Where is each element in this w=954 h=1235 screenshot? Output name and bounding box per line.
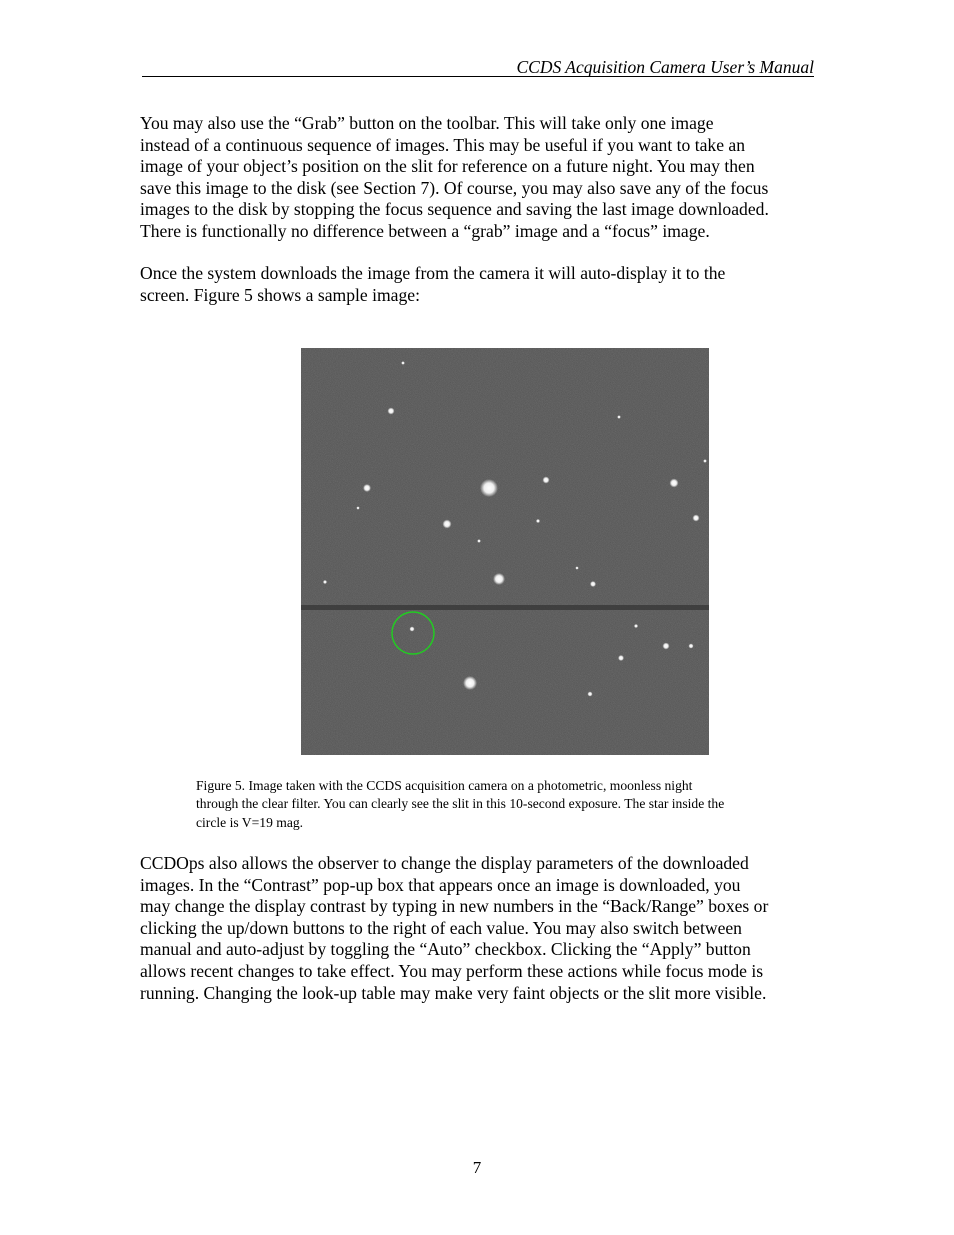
star xyxy=(443,520,452,529)
star xyxy=(703,459,707,463)
sky-noise xyxy=(301,348,709,755)
star xyxy=(543,477,550,484)
star xyxy=(356,506,359,509)
star xyxy=(693,515,700,522)
star xyxy=(618,655,624,661)
star xyxy=(401,361,405,365)
star xyxy=(323,580,327,584)
figure-caption: Figure 5. Image taken with the CCDS acquisition camera on a photometric, moonless night through the clear filter. You can clearly see the slit in this 10-second exposure. The star inside the circle is V=19 mag. xyxy=(196,778,725,830)
star xyxy=(617,415,621,419)
star xyxy=(388,408,395,415)
star xyxy=(480,479,498,497)
star xyxy=(588,692,593,697)
star xyxy=(493,573,505,585)
star xyxy=(634,624,638,628)
page-number: 7 xyxy=(472,1158,482,1177)
star xyxy=(477,539,481,543)
star xyxy=(590,581,596,587)
star xyxy=(410,627,415,632)
running-header: CCDS Acquisition Camera User’s Manual xyxy=(516,57,814,77)
star xyxy=(536,519,540,523)
star xyxy=(689,644,694,649)
star xyxy=(670,479,679,488)
paragraph-grab-button: You may also use the “Grab” button on the toolbar. This will take only one image instead of a continuous sequence of images. This may be useful if you want to take an image of your object’s position on the slit for reference on a future night. You may then save this image to the disk (see Section 7). Of course, you may also save any of the focus images to the disk by stopping the focus sequence and saving the last image downloaded. There is functionally no difference between a “grab” image and a “focus” image. xyxy=(140,113,769,241)
header-rule xyxy=(142,76,814,77)
slit xyxy=(301,605,709,610)
paragraph-contrast-settings: CCDOps also allows the observer to change the display parameters of the downloaded images. In the “Contrast” pop-up box that appears once an image is downloaded, you may change the display contrast by typing in new numbers in the “Back/Range” boxes or clicking the up/down buttons to the right of each value. You may also switch between manual and auto-adjust by toggling the “Auto” checkbox. Clicking the “Apply” button allows recent changes to take effect. You may perform these actions while focus mode is running. Changing the look-up table may make very faint objects or the slit more visible. xyxy=(140,853,769,1003)
paragraph-auto-display: Once the system downloads the image from the camera it will auto-display it to the screen. Figure 5 shows a sample image: xyxy=(140,263,726,305)
star xyxy=(575,566,578,569)
star xyxy=(663,643,670,650)
star xyxy=(363,484,371,492)
sample-ccd-image xyxy=(301,348,709,755)
star xyxy=(463,676,477,690)
